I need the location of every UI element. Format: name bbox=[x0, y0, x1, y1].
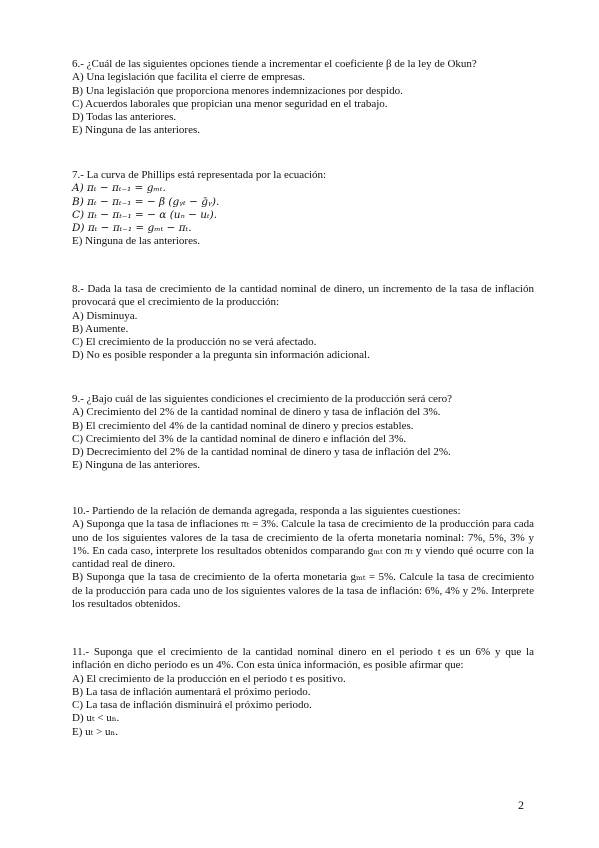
question-stem: 7.- La curva de Phillips está representada por la ecuación: bbox=[72, 169, 327, 181]
option-d: D) Todas las anteriores. bbox=[72, 111, 177, 124]
option-c: C) La tasa de inflación disminuirá el próximo periodo. bbox=[72, 699, 312, 712]
option-e: E) Ninguna de las anteriores. bbox=[72, 235, 200, 248]
question-stem: 9.- ¿Bajo cuál de las siguientes condiciones el crecimiento de la producción será cero? bbox=[72, 393, 452, 405]
option-d-equation: D) πₜ − πₜ₋₁ = gₘₜ − πₜ. bbox=[72, 222, 192, 235]
option-b-equation: B) πₜ − πₜ₋₁ = − β (gᵧₜ − ḡᵧ). bbox=[72, 195, 220, 208]
option-d: D) No es posible responder a la pregunta sin información adicional. bbox=[72, 349, 370, 362]
question-7 bbox=[72, 169, 534, 249]
question-stem: 6.- ¿Cuál de las siguientes opciones tiende a incrementar el coeficiente β de la ley de Okun? bbox=[72, 58, 477, 70]
option-c: C) Crecimiento del 3% de la cantidad nominal de dinero e inflación del 3%. bbox=[72, 432, 407, 445]
option-a-equation: A) πₜ − πₜ₋₁ = gₘₜ. bbox=[72, 182, 166, 195]
question-10 bbox=[72, 505, 534, 611]
option-e: E) Ninguna de las anteriores. bbox=[72, 124, 200, 137]
option-e: E) uₜ > uₙ. bbox=[72, 725, 119, 738]
option-b: B) La tasa de inflación aumentará el próximo periodo. bbox=[72, 685, 311, 698]
option-d: D) uₜ < uₙ. bbox=[72, 712, 120, 725]
option-b: B) Suponga que la tasa de crecimiento de la oferta monetaria gₘₜ = 5%. Calcule la tasa de crecimiento de la producción para cada uno de los siguientes valores de la tasa de inflación: 6%, 4% y 2%. Interprete los resultados obtenidos. bbox=[72, 571, 534, 611]
option-c: C) Acuerdos laborales que propician una menor seguridad en el trabajo. bbox=[72, 97, 388, 110]
option-a: A) Suponga que la tasa de inflaciones πₜ = 3%. Calcule la tasa de crecimiento de la producción para cada uno de los siguientes valores de la tasa de crecimiento de la oferta monetaria nominal: 7%, 5%, 3% y 1%. En cada caso, interprete los resultados obtenidos comparando gₘₜ con πₜ y viendo qué ocurre con la cantidad real de dinero. bbox=[72, 518, 534, 571]
option-a: A) El crecimiento de la producción en el periodo t es positivo. bbox=[72, 672, 346, 685]
option-c: C) El crecimiento de la producción no se verá afectado. bbox=[72, 336, 317, 349]
option-b: B) Aumente. bbox=[72, 322, 129, 335]
question-9 bbox=[72, 393, 534, 473]
question-11 bbox=[72, 646, 534, 739]
question-stem: 10.- Partiendo de la relación de demanda agregada, responda a las siguientes cuestiones: bbox=[72, 505, 461, 517]
page-number: 2 bbox=[518, 798, 524, 812]
question-6 bbox=[72, 58, 534, 138]
option-c-equation: C) πₜ − πₜ₋₁ = − α (uₙ − uₜ). bbox=[72, 208, 218, 221]
option-d: D) Decrecimiento del 2% de la cantidad nominal de dinero y tasa de inflación del 2%. bbox=[72, 446, 451, 459]
question-stem: 11.- Suponga que el crecimiento de la cantidad nominal dinero en el periodo t es un 6% y que la inflación en dicho periodo es un 4%. Con esta única información, es posible afirmar que: bbox=[72, 646, 534, 672]
option-a: A) Disminuya. bbox=[72, 309, 138, 322]
question-8 bbox=[72, 283, 534, 363]
option-a: A) Una legislación que facilita el cierre de empresas. bbox=[72, 71, 306, 84]
question-stem: 8.- Dada la tasa de crecimiento de la cantidad nominal de dinero, un incremento de la tasa de inflación provocará que el crecimiento de la producción: bbox=[72, 283, 534, 309]
option-e: E) Ninguna de las anteriores. bbox=[72, 459, 200, 472]
option-b: B) Una legislación que proporciona menores indemnizaciones por despido. bbox=[72, 84, 403, 97]
option-a: A) Crecimiento del 2% de la cantidad nominal de dinero y tasa de inflación del 3%. bbox=[72, 406, 441, 419]
option-b: B) El crecimiento del 4% de la cantidad nominal de dinero y precios estables. bbox=[72, 419, 414, 432]
